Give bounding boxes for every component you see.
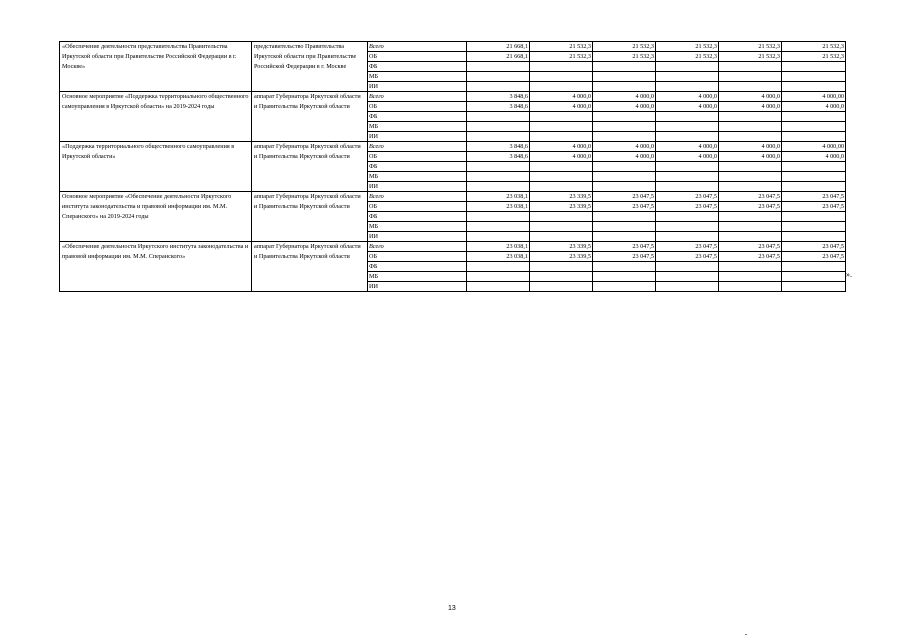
amount-cell (782, 212, 846, 222)
executor-cell: аппарат Губернатора Иркутской области и Правительства Иркутской области (252, 242, 368, 292)
amount-cell: 23 339,5 (530, 252, 593, 262)
amount-cell (530, 272, 593, 282)
amount-cell: 4 000,0 (719, 152, 782, 162)
amount-cell: 4 000,0 (530, 92, 593, 102)
amount-cell: 23 339,5 (530, 242, 593, 252)
amount-cell (782, 162, 846, 172)
amount-cell (719, 162, 782, 172)
amount-cell (782, 232, 846, 242)
amount-cell (467, 122, 530, 132)
funding-source-cell: ОБ (368, 252, 467, 262)
amount-cell (656, 212, 719, 222)
amount-cell (782, 262, 846, 272)
amount-cell (467, 262, 530, 272)
amount-cell: 23 038,1 (467, 192, 530, 202)
amount-cell (593, 72, 656, 82)
closing-quote-mark: ». (846, 270, 852, 279)
amount-cell: 21 668,1 (467, 42, 530, 52)
funding-source-cell: ОБ (368, 202, 467, 212)
amount-cell (467, 162, 530, 172)
amount-cell: 23 047,5 (656, 252, 719, 262)
amount-cell (467, 132, 530, 142)
amount-cell (530, 72, 593, 82)
amount-cell (530, 172, 593, 182)
executor-cell: аппарат Губернатора Иркутской области и Правительства Иркутской области (252, 192, 368, 242)
amount-cell (467, 232, 530, 242)
amount-cell (719, 172, 782, 182)
measure-name-cell: Основное мероприятие «Поддержка территориального общественного самоуправления в Иркутской области» на 2019-2024 годы (60, 92, 252, 142)
amount-cell (719, 112, 782, 122)
amount-cell (593, 222, 656, 232)
funding-source-cell: МБ (368, 272, 467, 282)
amount-cell (530, 122, 593, 132)
amount-cell (467, 222, 530, 232)
amount-cell (719, 272, 782, 282)
funding-source-cell: ОБ (368, 102, 467, 112)
amount-cell (782, 222, 846, 232)
amount-cell (593, 122, 656, 132)
amount-cell (467, 182, 530, 192)
amount-cell: 21 532,3 (782, 42, 846, 52)
amount-cell (593, 112, 656, 122)
amount-cell: 23 047,5 (719, 192, 782, 202)
table-row (60, 42, 846, 52)
amount-cell (656, 162, 719, 172)
amount-cell: 4 000,0 (719, 142, 782, 152)
amount-cell: 3 848,6 (467, 102, 530, 112)
table-row (60, 92, 846, 102)
amount-cell (782, 182, 846, 192)
funding-source-cell: ФБ (368, 212, 467, 222)
amount-cell: 4 000,0 (530, 142, 593, 152)
funding-source-cell: ИИ (368, 132, 467, 142)
amount-cell (656, 62, 719, 72)
amount-cell: 4 000,0 (782, 152, 846, 162)
funding-source-cell: ФБ (368, 262, 467, 272)
amount-cell: 23 339,5 (530, 192, 593, 202)
amount-cell: 23 047,5 (782, 202, 846, 212)
amount-cell (719, 182, 782, 192)
amount-cell: 21 532,3 (593, 52, 656, 62)
funding-source-cell: МБ (368, 72, 467, 82)
amount-cell: 21 532,3 (782, 52, 846, 62)
scan-artifact (745, 634, 747, 635)
amount-cell (593, 82, 656, 92)
table-body (60, 42, 846, 292)
amount-cell: 23 038,1 (467, 252, 530, 262)
funding-source-cell: ОБ (368, 152, 467, 162)
amount-cell (593, 272, 656, 282)
amount-cell: 21 532,3 (719, 42, 782, 52)
amount-cell: 4 000,0 (593, 92, 656, 102)
amount-cell (593, 232, 656, 242)
amount-cell (530, 82, 593, 92)
amount-cell (656, 172, 719, 182)
amount-cell (593, 132, 656, 142)
amount-cell (593, 62, 656, 72)
amount-cell: 23 047,5 (719, 242, 782, 252)
funding-source-cell: Всего (368, 192, 467, 202)
funding-source-cell: МБ (368, 222, 467, 232)
amount-cell (656, 222, 719, 232)
amount-cell (467, 72, 530, 82)
amount-cell: 21 532,3 (656, 42, 719, 52)
amount-cell (530, 232, 593, 242)
amount-cell (782, 122, 846, 132)
funding-source-cell: Всего (368, 242, 467, 252)
amount-cell (656, 232, 719, 242)
funding-source-cell: ФБ (368, 112, 467, 122)
amount-cell (719, 262, 782, 272)
amount-cell (593, 172, 656, 182)
amount-cell (656, 72, 719, 82)
amount-cell: 23 047,5 (593, 192, 656, 202)
amount-cell: 4 000,0 (719, 102, 782, 112)
executor-cell: аппарат Губернатора Иркутской области и Правительства Иркутской области (252, 92, 368, 142)
funding-source-cell: ИИ (368, 282, 467, 292)
amount-cell (467, 172, 530, 182)
amount-cell (656, 272, 719, 282)
funding-source-cell: ФБ (368, 162, 467, 172)
amount-cell (530, 222, 593, 232)
amount-cell: 23 339,5 (530, 202, 593, 212)
amount-cell: 23 047,5 (719, 202, 782, 212)
funding-source-cell: МБ (368, 172, 467, 182)
budget-table (59, 41, 846, 292)
amount-cell (719, 82, 782, 92)
amount-cell: 4 000,00 (782, 142, 846, 152)
measure-name-cell: «Поддержка территориального общественного самоуправления в Иркутской области» (60, 142, 252, 192)
funding-source-cell: ИИ (368, 182, 467, 192)
amount-cell (467, 82, 530, 92)
funding-source-cell: ИИ (368, 82, 467, 92)
amount-cell (656, 82, 719, 92)
funding-source-cell: Всего (368, 142, 467, 152)
amount-cell: 21 532,3 (656, 52, 719, 62)
amount-cell (782, 282, 846, 292)
funding-source-cell: ОБ (368, 52, 467, 62)
amount-cell: 4 000,00 (782, 92, 846, 102)
amount-cell: 4 000,0 (656, 152, 719, 162)
amount-cell (467, 62, 530, 72)
amount-cell: 4 000,0 (656, 102, 719, 112)
amount-cell (782, 112, 846, 122)
amount-cell (593, 282, 656, 292)
amount-cell: 23 038,1 (467, 202, 530, 212)
amount-cell: 23 047,5 (719, 252, 782, 262)
amount-cell (719, 62, 782, 72)
amount-cell (656, 132, 719, 142)
amount-cell (530, 112, 593, 122)
amount-cell: 4 000,0 (656, 92, 719, 102)
amount-cell: 23 047,5 (782, 192, 846, 202)
amount-cell (656, 182, 719, 192)
amount-cell: 23 047,5 (593, 252, 656, 262)
amount-cell: 23 038,1 (467, 242, 530, 252)
amount-cell: 4 000,0 (719, 92, 782, 102)
amount-cell: 23 047,5 (593, 202, 656, 212)
amount-cell: 4 000,0 (593, 102, 656, 112)
funding-source-cell: Всего (368, 92, 467, 102)
amount-cell (719, 122, 782, 132)
amount-cell: 4 000,0 (656, 142, 719, 152)
amount-cell (530, 132, 593, 142)
amount-cell: 4 000,0 (530, 152, 593, 162)
table-row (60, 242, 846, 252)
amount-cell (593, 182, 656, 192)
table-row (60, 192, 846, 202)
amount-cell: 3 848,6 (467, 142, 530, 152)
amount-cell (467, 272, 530, 282)
amount-cell: 3 848,6 (467, 152, 530, 162)
measure-name-cell: «Обеспечение деятельности Иркутского института законодательства и правовой информации им. М.М. Сперанского» (60, 242, 252, 292)
amount-cell (782, 132, 846, 142)
executor-cell: представительство Правительства Иркутской области при Правительстве Российской Федерации в г. Москве (252, 42, 368, 92)
amount-cell (656, 262, 719, 272)
amount-cell (782, 82, 846, 92)
amount-cell: 4 000,0 (782, 102, 846, 112)
amount-cell (467, 212, 530, 222)
amount-cell (530, 182, 593, 192)
measure-name-cell: «Обеспечение деятельности представительства Правительства Иркутской области при Правительстве Российской Федерации в г. Москве» (60, 42, 252, 92)
amount-cell (530, 282, 593, 292)
amount-cell (719, 232, 782, 242)
amount-cell: 23 047,5 (782, 252, 846, 262)
funding-source-cell: ФБ (368, 62, 467, 72)
executor-cell: аппарат Губернатора Иркутской области и Правительства Иркутской области (252, 142, 368, 192)
amount-cell: 23 047,5 (782, 242, 846, 252)
amount-cell: 21 532,3 (719, 52, 782, 62)
amount-cell: 23 047,5 (656, 192, 719, 202)
amount-cell: 21 532,3 (530, 52, 593, 62)
amount-cell (530, 62, 593, 72)
amount-cell (530, 212, 593, 222)
amount-cell (719, 72, 782, 82)
amount-cell (719, 132, 782, 142)
measure-name-cell: Основное мероприятие «Обеспечение деятельности Иркутского института законодательства и правовой информации им. М.М. Сперанского» на 2019-2024 годы (60, 192, 252, 242)
amount-cell: 23 047,5 (656, 202, 719, 212)
amount-cell (782, 272, 846, 282)
amount-cell (656, 282, 719, 292)
amount-cell (719, 282, 782, 292)
amount-cell (593, 262, 656, 272)
amount-cell (593, 212, 656, 222)
funding-source-cell: ИИ (368, 232, 467, 242)
amount-cell: 21 668,1 (467, 52, 530, 62)
amount-cell (782, 72, 846, 82)
funding-source-cell: Всего (368, 42, 467, 52)
amount-cell: 21 532,3 (593, 42, 656, 52)
amount-cell (719, 212, 782, 222)
amount-cell: 23 047,5 (656, 242, 719, 252)
amount-cell: 4 000,0 (593, 142, 656, 152)
amount-cell (782, 62, 846, 72)
amount-cell: 4 000,0 (530, 102, 593, 112)
amount-cell (467, 282, 530, 292)
funding-source-cell: МБ (368, 122, 467, 132)
amount-cell: 23 047,5 (593, 242, 656, 252)
amount-cell (593, 162, 656, 172)
table-row (60, 142, 846, 152)
amount-cell (530, 162, 593, 172)
amount-cell (782, 172, 846, 182)
amount-cell (530, 262, 593, 272)
amount-cell (719, 222, 782, 232)
amount-cell: 3 848,6 (467, 92, 530, 102)
amount-cell (656, 122, 719, 132)
amount-cell (656, 112, 719, 122)
amount-cell (467, 112, 530, 122)
amount-cell: 21 532,3 (530, 42, 593, 52)
page-number: 13 (448, 605, 456, 612)
amount-cell: 4 000,0 (593, 152, 656, 162)
